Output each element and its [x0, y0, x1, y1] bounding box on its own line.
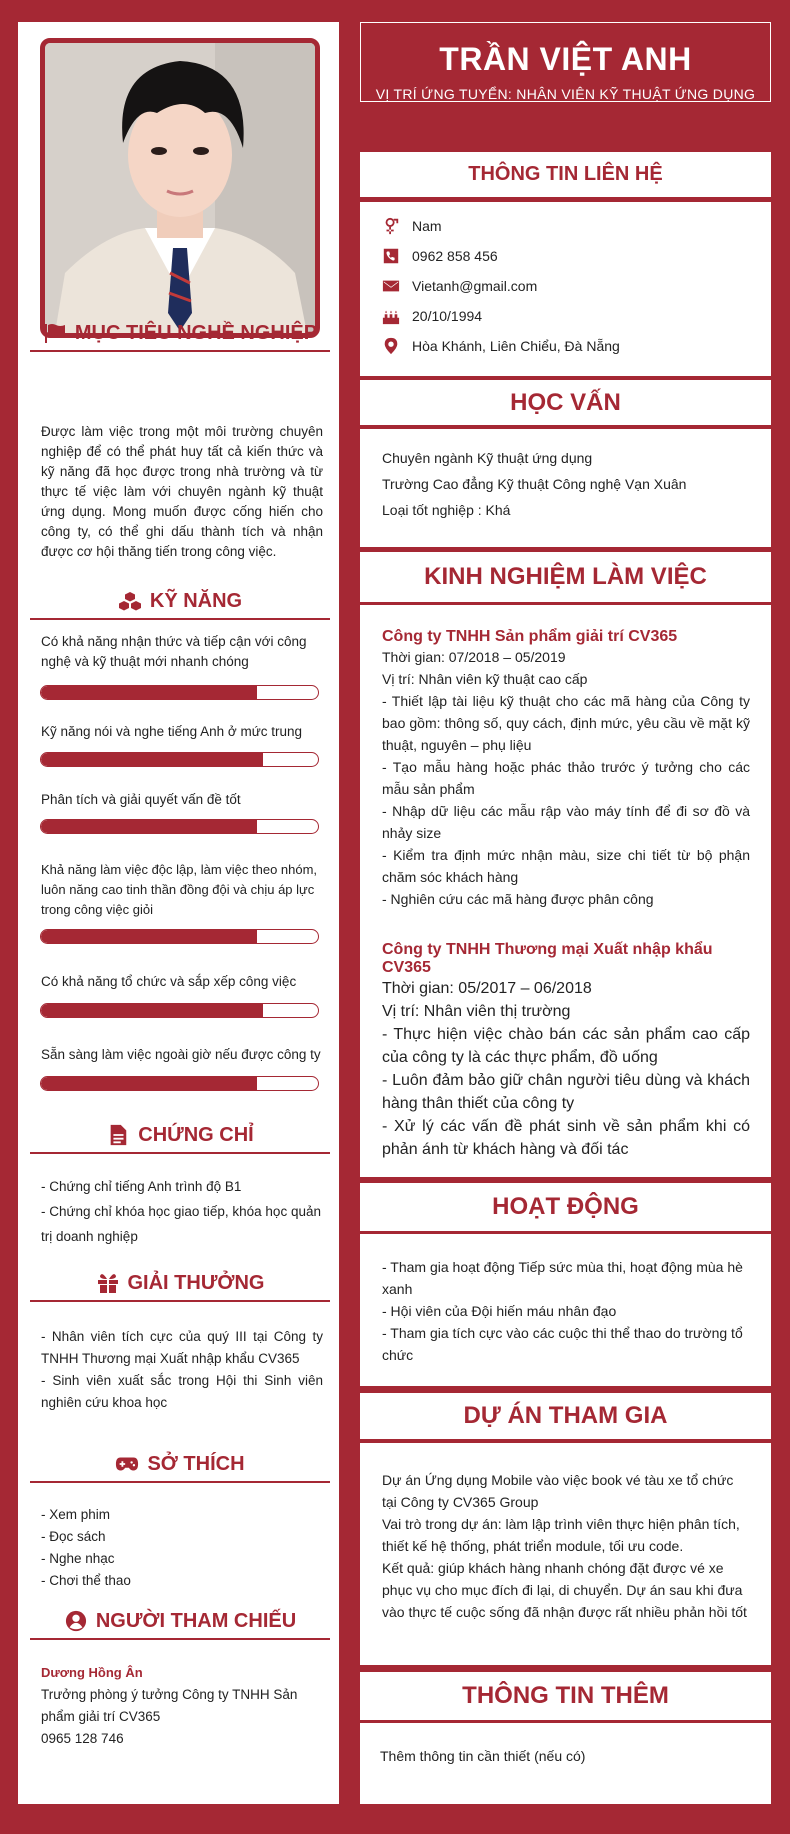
project-item: Vai trò trong dự án: làm lập trình viên thực hiện phân tích, thiết kế hệ thống, phát triển module, tối ưu code. [382, 1516, 740, 1554]
job-duty: - Luôn đảm bảo giữ chân người tiêu dùng và khách hàng thân thiết của công ty [382, 1072, 750, 1112]
map-marker-icon [382, 337, 400, 355]
project-item: Kết quả: giúp khách hàng nhanh chóng đặt được vé xe phục vụ cho mục đích đi lại, di chuyển. Dự án sau khi đưa vào thực tế cuộc sống đã nhận được rất nhiều phản hồi tốt [382, 1560, 747, 1620]
contact-title: THÔNG TIN LIÊN HỆ [468, 163, 663, 185]
gamepad-icon [115, 1453, 139, 1475]
reference-role: Trưởng phòng ý tưởng Công ty TNHH Sản phẩm giải trí CV365 [41, 1687, 298, 1724]
education-school: Trường Cao đẳng Kỹ thuật Công nghệ Vạn Xuân [382, 476, 687, 492]
skill-bar [40, 929, 319, 944]
contact-phone [382, 241, 620, 271]
job-duty: - Thiết lập tài liệu kỹ thuật cho các mã hàng của Công ty bao gồm: thông số, quy cách, định mức, yêu cầu về mặt kỹ thuật, nguyên – phụ liệu [382, 693, 750, 753]
award-item: - Sinh viên xuất sắc trong Hội thi Sinh viên nghiên cứu khoa học [41, 1373, 323, 1410]
references-title: NGƯỜI THAM CHIẾU [95, 1609, 297, 1632]
education-title: HỌC VẤN [510, 388, 621, 416]
contact-heading [360, 152, 771, 197]
education-heading [360, 380, 771, 425]
experience-heading [360, 552, 771, 602]
cubes-icon [118, 590, 142, 612]
project-item: Dự án Ứng dụng Mobile vào việc book vé tàu xe tổ chức tại Công ty CV365 Group [382, 1472, 734, 1510]
gender-value: Nam [412, 218, 442, 234]
activities-heading [360, 1183, 771, 1231]
objective-text: Được làm việc trong một môi trường chuyên nghiệp để có thể phát huy tất cả kiến thức và kỹ năng đã học được trong nhà trường và từ thực tế việc làm với chuyên ngành kỹ thuật ứng dụng. Mong muốn được cống hiến cho công ty, có thể ghi dấu thành tích và nhận được cơ hội thăng tiến trong công việc. [41, 424, 323, 559]
certificates-heading [30, 1118, 330, 1154]
job-company: Công ty TNHH Thương mại Xuất nhập khẩu CV365 [382, 941, 713, 976]
extra-text: Thêm thông tin cần thiết (nếu có) [380, 1748, 586, 1764]
projects-box [360, 1443, 771, 1665]
job-duty: - Nhập dữ liệu các mẫu rập vào máy tính để đi sơ đồ và nhảy size [382, 803, 750, 841]
job-duty: - Kiểm tra định mức nhận màu, size chi tiết từ bộ phận chăm sóc khách hàng [382, 847, 750, 885]
profile-photo [40, 38, 320, 338]
skill-label: Có khả năng nhận thức và tiếp cận với công nghệ và kỹ thuật mới nhanh chóng [41, 634, 307, 669]
objective-title: MỤC TIÊU NGHỀ NGHIỆP [74, 321, 318, 344]
hobbies-list [41, 1504, 323, 1592]
activities-title: HOẠT ĐỘNG [492, 1193, 639, 1220]
address-value: Hòa Khánh, Liên Chiểu, Đà Nẵng [412, 338, 620, 354]
job-role: Vị trí: Nhân viên kỹ thuật cao cấp [382, 671, 588, 687]
candidate-name: TRẦN VIỆT ANH [439, 41, 692, 77]
applied-position: VỊ TRÍ ỨNG TUYỂN: NHÂN VIÊN KỸ THUẬT ỨNG DỤNG [375, 86, 756, 102]
gender-icon [382, 217, 400, 235]
job-duty: - Xử lý các vấn đề phát sinh về sản phẩm khi có phản ánh từ khách hàng và đối tác [382, 1118, 750, 1158]
flag-icon [43, 322, 67, 344]
email-value: Vietanh@gmail.com [412, 278, 538, 294]
job-time: Thời gian: 05/2017 – 06/2018 [382, 980, 592, 997]
activity-item: - Tham gia tích cực vào các cuộc thi thể thao do trường tổ chức [382, 1325, 743, 1363]
contact-birthday [382, 301, 620, 331]
reference-name: Dương Hồng Ân [41, 1665, 143, 1680]
contact-address [382, 331, 620, 361]
name-header [360, 22, 771, 102]
job-time: Thời gian: 07/2018 – 05/2019 [382, 649, 566, 665]
award-item: - Nhân viên tích cực của quý III tại Công ty TNHH Thương mại Xuất nhập khẩu CV365 [41, 1329, 323, 1366]
job-entry [382, 941, 750, 1161]
hobby-item: - Nghe nhạc [41, 1551, 115, 1566]
certificate-item: - Chứng chỉ tiếng Anh trình độ B1 [41, 1179, 242, 1194]
awards-title: GIẢI THƯỞNG [127, 1271, 265, 1294]
phone-icon [382, 247, 400, 265]
skill-label: Phân tích và giải quyết vấn đề tốt [41, 792, 241, 807]
reference-block [41, 1662, 323, 1750]
awards-heading [30, 1266, 330, 1302]
skill-label: Có khả năng tổ chức và sắp xếp công việc [41, 974, 297, 989]
education-major: Chuyên ngành Kỹ thuật ứng dụng [382, 450, 593, 466]
certificate-item: - Chứng chỉ khóa học giao tiếp, khóa học quản trị doanh nghiệp [41, 1204, 321, 1244]
user-circle-icon [64, 1610, 88, 1632]
skill-bar [40, 819, 319, 834]
skills-heading [30, 584, 330, 620]
hobbies-title: SỞ THÍCH [147, 1452, 245, 1475]
contact-email [382, 271, 620, 301]
activity-item: - Tham gia hoạt động Tiếp sức mùa thi, hoạt động mùa hè xanh [382, 1259, 743, 1297]
hobbies-heading [30, 1447, 330, 1483]
phone-value: 0962 858 456 [412, 248, 498, 264]
projects-title: DỰ ÁN THAM GIA [463, 1402, 668, 1429]
reference-phone: 0965 128 746 [41, 1731, 124, 1746]
extra-heading [360, 1672, 771, 1720]
skill-bar [40, 752, 319, 767]
hobby-item: - Xem phim [41, 1507, 111, 1522]
envelope-icon [382, 277, 400, 295]
job-duty: - Nghiên cứu các mã hàng được phân công [382, 891, 654, 907]
activity-item: - Hội viên của Đội hiến máu nhân đạo [382, 1303, 617, 1319]
extra-title: THÔNG TIN THÊM [462, 1682, 669, 1709]
education-grade: Loại tốt nghiệp : Khá [382, 502, 511, 518]
gift-icon [96, 1272, 120, 1294]
skill-label: Kỹ năng nói và nghe tiếng Anh ở mức trung [41, 724, 303, 739]
job-entry [382, 628, 750, 910]
experience-title: KINH NGHIỆM LÀM VIỆC [424, 563, 707, 590]
job-duty: - Thực hiện việc chào bán các sản phẩm cao cấp của công ty là các thực phẩm, đồ uống [382, 1026, 750, 1066]
contact-gender [382, 211, 620, 241]
document-icon [106, 1124, 130, 1146]
experience-box [360, 605, 771, 1177]
certificates-title: CHỨNG CHỈ [138, 1123, 254, 1146]
hobby-item: - Chơi thể thao [41, 1573, 131, 1588]
skills-title: KỸ NĂNG [149, 589, 243, 612]
skill-label: Khả năng làm việc độc lập, làm việc theo nhóm, luôn năng cao tinh thần đồng đội và chịu áp lực trong công việc giỏi [41, 862, 318, 917]
activities-box [360, 1234, 771, 1386]
awards-list [41, 1326, 323, 1414]
job-duty: - Tạo mẫu hàng hoặc phác thảo trước ý tưởng cho các mẫu sản phẩm [382, 759, 750, 797]
skill-bar [40, 685, 319, 700]
skill-bar [40, 1076, 319, 1091]
job-company: Công ty TNHH Sản phẩm giải trí CV365 [382, 628, 678, 645]
objective-heading [30, 316, 330, 352]
references-heading [30, 1604, 330, 1640]
skill-bar [40, 1003, 319, 1018]
skill-label: Sẵn sàng làm việc ngoài giờ nếu được công ty [41, 1047, 321, 1062]
birthday-value: 20/10/1994 [412, 308, 483, 324]
left-column [18, 22, 339, 1804]
portrait-image [45, 43, 315, 333]
extra-box [360, 1723, 771, 1804]
contact-box [360, 202, 771, 376]
hobby-item: - Đọc sách [41, 1529, 106, 1544]
birthday-cake-icon [382, 307, 400, 325]
projects-heading [360, 1393, 771, 1439]
certificates-list [41, 1174, 323, 1249]
education-box [360, 429, 771, 547]
job-role: Vị trí: Nhân viên thị trường [382, 1003, 571, 1020]
